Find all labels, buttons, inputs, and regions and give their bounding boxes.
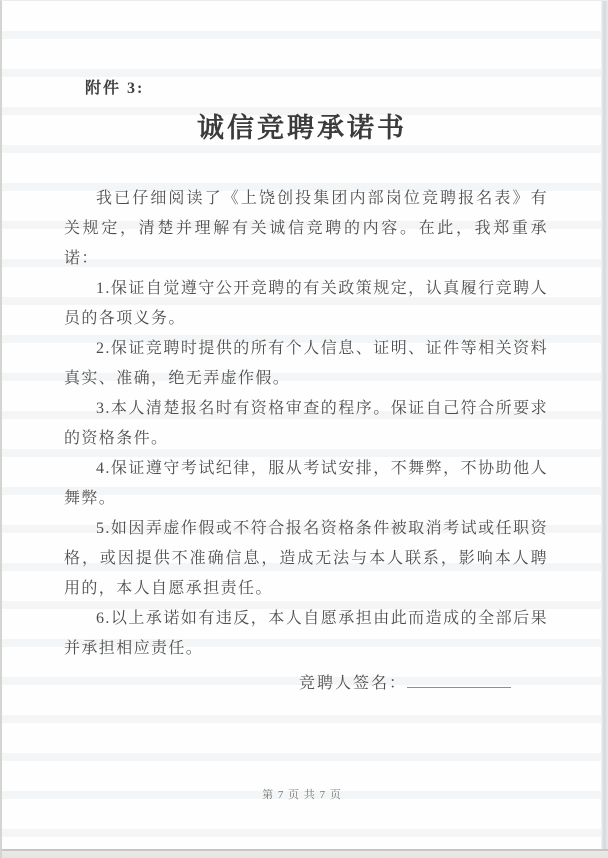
paragraph-item-6: 6.以上承诺如有违反，本人自愿承担由此而造成的全部后果并承担相应责任。 (64, 610, 548, 657)
document-title: 诚信竞聘承诺书 (197, 113, 407, 143)
paragraph-item-1: 1.保证自觉遵守公开竞聘的有关政策规定，认真履行竞聘人员的各项义务。 (64, 280, 548, 327)
paragraph-intro: 我已仔细阅读了《上饶创投集团内部岗位竞聘报名表》有关规定，清楚并理解有关诚信竞聘的内容。在此，我郑重承诺： (64, 190, 548, 267)
scan-edge-bottom (2, 849, 608, 858)
attachment-label: 附件 3: (85, 80, 145, 97)
signature-blank-line (407, 672, 511, 688)
paragraph-item-4: 4.保证遵守考试纪律，服从考试安排，不舞弊，不协助他人舞弊。 (64, 460, 548, 507)
page-number-indicator: 第 7 页 共 7 页 (262, 789, 342, 801)
paragraph-item-2: 2.保证竞聘时提供的所有个人信息、证明、证件等相关资料真实、准确，绝无弄虚作假。 (64, 340, 548, 387)
paragraph-item-5: 5.如因弄虚作假或不符合报名资格条件被取消考试或任职资格，或因提供不准确信息，造成无法与本人联系，影响本人聘用的，本人自愿承担责任。 (64, 520, 548, 597)
signature-row (299, 669, 511, 699)
paragraph-item-3: 3.本人清楚报名时有资格审查的程序。保证自己符合所要求的资格条件。 (64, 400, 548, 447)
document-body (64, 184, 548, 664)
signature-label: 竞聘人签名： (299, 675, 408, 692)
scan-edge-right (601, 1, 608, 858)
